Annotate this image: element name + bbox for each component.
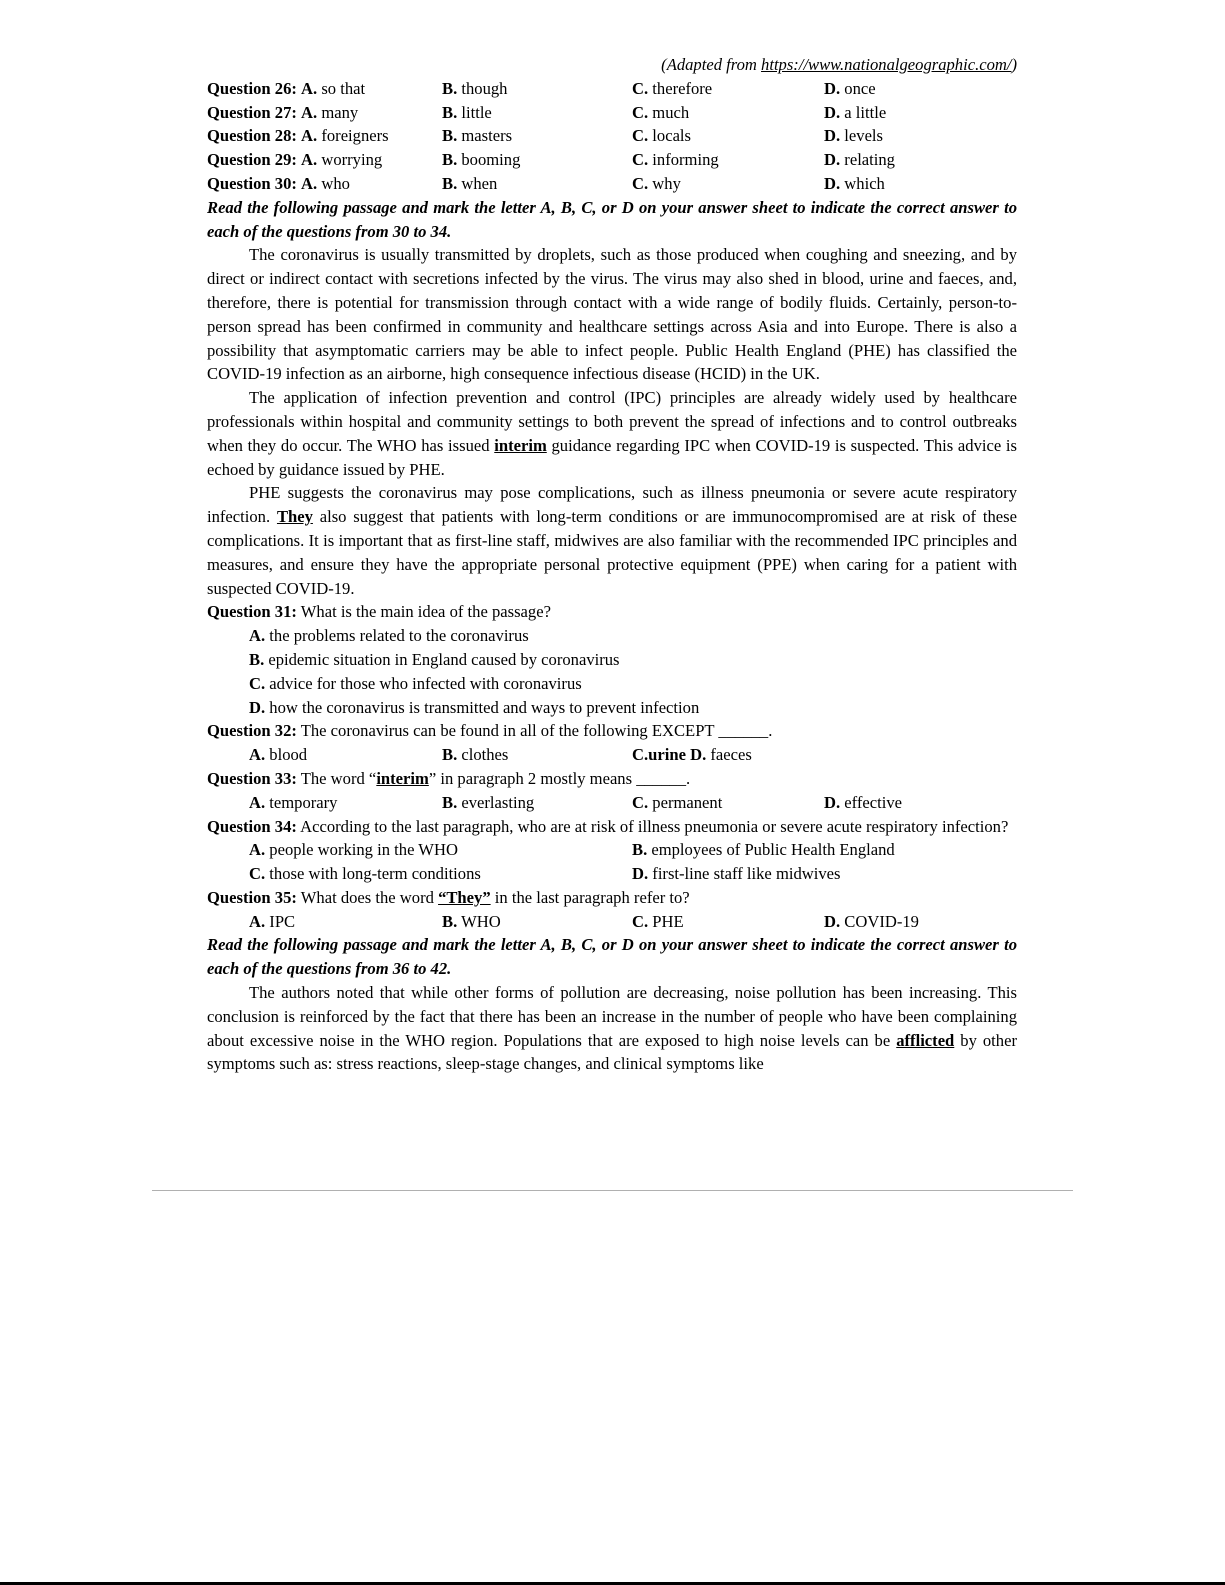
question-label: Question 34: [207, 816, 297, 836]
question-label: Question 27: [207, 102, 297, 122]
highlighted-word-afflicted: afflicted [896, 1030, 955, 1050]
option-text: PHE [648, 911, 684, 931]
question-33-option-b[interactable] [442, 791, 632, 815]
question-33 [207, 767, 1017, 791]
question-32-option-c-d[interactable] [632, 743, 752, 767]
question-32-options [207, 743, 1017, 767]
option-letter: D. [824, 102, 841, 122]
option-letter: D. [824, 150, 841, 170]
option-b[interactable]: when [461, 173, 498, 193]
option-text: how the coronavirus is transmitted and ways to prevent infection [265, 697, 700, 717]
question-35-option-d[interactable] [824, 910, 919, 934]
option-text: advice for those who infected with coronavirus [265, 673, 582, 693]
option-text: everlasting [457, 792, 535, 812]
question-35-option-b[interactable] [442, 910, 632, 934]
passage-1-paragraph-2 [207, 386, 1017, 481]
question-32 [207, 719, 1017, 743]
question-label: Question 31: [207, 602, 297, 622]
question-34-option-d[interactable] [632, 862, 840, 886]
source-suffix: ) [1011, 55, 1017, 74]
option-text: IPC [265, 911, 296, 931]
option-letter: B. [249, 649, 265, 669]
option-letter: C. [632, 911, 649, 931]
option-letter: C. [632, 173, 649, 193]
option-c[interactable]: much [652, 102, 690, 122]
question-35-options [207, 910, 1017, 934]
paragraph-text: The authors noted that while other forms of pollution are decreasing, noise pollution has been increasing. This conclusion is reinforced by the fact that there has been an increase in the number of people who have been complaining about excessive noise in the WHO region. Populations that are exposed to high noise levels can be [207, 983, 1017, 1050]
option-letter: C. [632, 102, 649, 122]
option-text: those with long-term conditions [265, 864, 481, 884]
option-b[interactable]: masters [461, 126, 513, 146]
question-33-option-a[interactable] [249, 791, 442, 815]
option-text: people working in the WHO [265, 840, 458, 860]
question-text: According to the last paragraph, who are at risk of illness pneumonia or severe acute respiratory infection? [296, 816, 1009, 836]
question-27-row [207, 101, 1017, 125]
option-c[interactable]: informing [652, 150, 719, 170]
option-a[interactable]: worrying [321, 150, 383, 170]
option-letter: D. [824, 173, 841, 193]
option-letter: A. [301, 102, 318, 122]
option-letter: B. [442, 173, 458, 193]
question-31-option-c[interactable] [207, 672, 1017, 696]
question-33-options [207, 791, 1017, 815]
question-label: Question 32: [207, 721, 297, 741]
option-letter: B. [442, 78, 458, 98]
option-letter: A. [249, 840, 266, 860]
option-text: temporary [265, 792, 338, 812]
question-26-row [207, 77, 1017, 101]
question-text: What does the word [296, 887, 439, 907]
option-letter: D. [249, 697, 266, 717]
option-letter: C. [249, 673, 266, 693]
question-35-option-a[interactable] [249, 910, 442, 934]
option-letter: B. [442, 792, 458, 812]
question-34-option-b[interactable] [632, 838, 895, 862]
question-31-option-d[interactable] [207, 696, 1017, 720]
option-letter: B. [442, 745, 458, 765]
option-a[interactable]: foreigners [321, 126, 389, 146]
question-text: The coronavirus can be found in all of the following EXCEPT ______. [296, 721, 773, 741]
question-33-option-c[interactable] [632, 791, 824, 815]
option-d[interactable]: relating [844, 150, 895, 170]
option-letter: A. [249, 626, 266, 646]
question-31-option-b[interactable] [207, 648, 1017, 672]
option-b[interactable]: though [461, 78, 508, 98]
paragraph-text: guidance regarding IPC when COVID-19 is suspected. This advice is echoed by guidance issued by PHE. [207, 435, 1018, 479]
option-letter: B. [442, 150, 458, 170]
instruction-passage-2: Read the following passage and mark the letter A, B, C, or D on your answer sheet to indicate the correct answer to each of the questions from 36 to 42. [207, 935, 1017, 979]
option-letter: C. [249, 864, 266, 884]
option-text: first-line staff like midwives [648, 864, 841, 884]
option-letter: A. [249, 792, 266, 812]
option-text: WHO [457, 911, 501, 931]
option-c[interactable]: why [652, 173, 681, 193]
option-d[interactable]: which [844, 173, 885, 193]
question-label: Question 33: [207, 768, 297, 788]
question-label: Question 35: [207, 887, 297, 907]
option-letter: A. [301, 173, 318, 193]
question-text: The word “ [296, 768, 377, 788]
question-33-option-d[interactable] [824, 791, 902, 815]
question-30-row [207, 172, 1017, 196]
option-letter: A. [301, 150, 318, 170]
question-35-option-c[interactable] [632, 910, 824, 934]
option-text: permanent [648, 792, 723, 812]
option-text: faeces [706, 745, 752, 765]
option-text: blood [265, 745, 308, 765]
question-29-row [207, 148, 1017, 172]
option-a[interactable]: many [321, 102, 359, 122]
option-letter: C. [632, 78, 649, 98]
option-text: epidemic situation in England caused by coronavirus [264, 649, 620, 669]
question-34-option-c[interactable] [249, 862, 632, 886]
option-letter: D. [824, 911, 841, 931]
option-letter: A. [301, 78, 318, 98]
question-32-option-a[interactable] [249, 743, 442, 767]
question-34-option-a[interactable] [249, 838, 632, 862]
option-c[interactable]: locals [652, 126, 692, 146]
paragraph-text: PHE suggests the coronavirus may pose complications, such as illness pneumonia or severe acute respiratory infection. [207, 483, 1017, 527]
option-a[interactable]: who [321, 173, 350, 193]
instruction-passage-1: Read the following passage and mark the letter A, B, C, or D on your answer sheet to indicate the correct answer to each of the questions from 30 to 34. [207, 197, 1017, 241]
document-page [207, 53, 1017, 1076]
highlighted-word-interim: interim [376, 768, 429, 788]
highlighted-word-they: They [276, 507, 313, 527]
question-34-options-row-1 [207, 838, 1017, 862]
option-b[interactable]: booming [461, 150, 521, 170]
highlighted-word-they: “They” [438, 887, 491, 907]
question-text: ” in paragraph 2 mostly means ______. [428, 768, 691, 788]
question-text: in the last paragraph refer to? [490, 887, 690, 907]
question-label: Question 29: [207, 150, 297, 170]
question-32-option-b[interactable] [442, 743, 632, 767]
passage-1-paragraph-1: The coronavirus is usually transmitted by droplets, such as those produced when coughing and sneezing, and by direct or indirect contact with secretions infected by the virus. The virus may also shed in blood, urine and faeces, and, therefore, there is potential for transmission through contact with a wide range of bodily fluids. Certainly, person-to-person spread has been confirmed in community and healthcare settings across Asia and into Europe. There is also a possibility that asymptomatic carriers may be able to infect people. Public Health England (PHE) has classified the COVID-19 infection as an airborne, high consequence infectious disease (HCID) in the UK. [207, 245, 1017, 384]
question-34-options-row-2 [207, 862, 1017, 886]
option-text: the problems related to the coronavirus [265, 626, 529, 646]
option-letter: D. [824, 126, 841, 146]
option-text: employees of Public Health England [647, 840, 895, 860]
paragraph-text: also suggest that patients with long-term conditions or are immunocompromised are at risk of these complications. It is important that as first-line staff, midwives are also familiar with the recommended IPC principles and measures, and ensure they have the appropriate personal protective equipment (PPE) when caring for a patient with suspected COVID-19. [207, 507, 1017, 598]
page-divider [152, 1190, 1073, 1191]
question-34 [207, 815, 1017, 839]
option-letter: D. [632, 864, 649, 884]
source-link[interactable]: https://www.nationalgeographic.com/ [761, 55, 1012, 74]
option-letter: C. [632, 792, 649, 812]
option-letter: D. [685, 745, 707, 765]
source-citation [207, 53, 1017, 77]
option-d[interactable]: a little [844, 102, 887, 122]
option-letter: B. [442, 102, 458, 122]
question-label: Question 26: [207, 78, 297, 98]
question-label: Question 28: [207, 126, 297, 146]
passage-1-paragraph-3 [207, 481, 1017, 600]
option-letter: B. [442, 126, 458, 146]
highlighted-word-interim: interim [494, 435, 547, 455]
question-28-row [207, 124, 1017, 148]
option-text: clothes [457, 745, 509, 765]
option-letter: C. [632, 126, 649, 146]
option-c-text: C.urine [632, 745, 686, 765]
question-31 [207, 600, 1017, 624]
option-letter: B. [632, 840, 648, 860]
option-d[interactable]: levels [844, 126, 884, 146]
source-prefix: (Adapted from [661, 55, 762, 74]
option-b[interactable]: little [461, 102, 492, 122]
option-letter: A. [249, 745, 266, 765]
option-d[interactable]: once [844, 78, 876, 98]
paragraph-text: The application of infection prevention and control (IPC) principles are already widely used by healthcare professionals within hospital and community settings to both prevent the spread of infections and to control outbreaks when they do occur. The WHO has issued [207, 388, 1017, 455]
question-35 [207, 886, 1017, 910]
passage-2-paragraph-1 [207, 981, 1017, 1076]
option-letter: B. [442, 911, 458, 931]
option-a[interactable]: so that [321, 78, 366, 98]
cloze-question-list [207, 77, 1017, 196]
option-text: effective [840, 792, 903, 812]
option-letter: A. [249, 911, 266, 931]
question-label: Question 30: [207, 173, 297, 193]
option-letter: C. [632, 150, 649, 170]
option-letter: A. [301, 126, 318, 146]
question-text: What is the main idea of the passage? [296, 602, 551, 622]
question-31-option-a[interactable] [207, 624, 1017, 648]
option-letter: D. [824, 792, 841, 812]
paragraph-text: by other symptoms such as: stress reactions, sleep-stage changes, and clinical symptoms like [207, 1030, 1017, 1074]
option-letter: D. [824, 78, 841, 98]
option-c[interactable]: therefore [652, 78, 713, 98]
option-text: COVID-19 [840, 911, 919, 931]
